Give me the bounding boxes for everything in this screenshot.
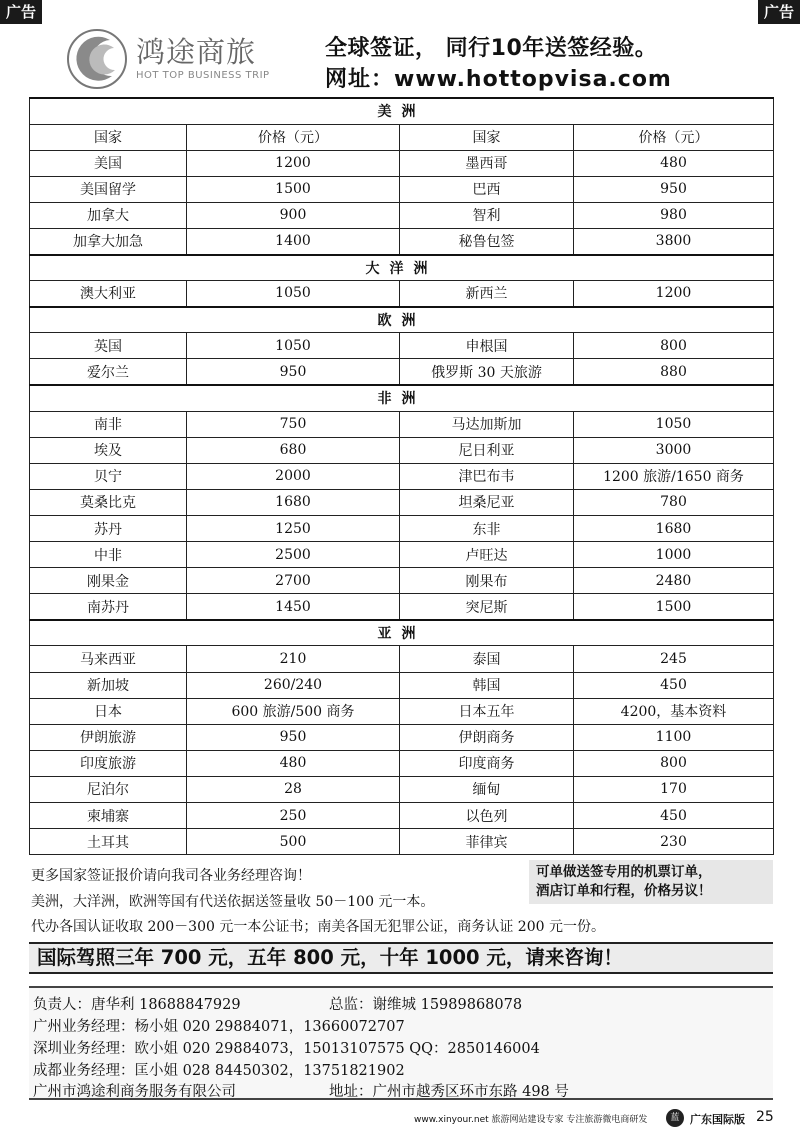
table-row: [30, 437, 774, 463]
country-cell: 新加坡: [30, 672, 187, 698]
price-cell: 1500: [187, 176, 400, 202]
price-cell: 480: [574, 150, 774, 176]
ticket-box-line-1: 可单做送签专用的机票订单，: [536, 864, 712, 880]
price-cell: 1050: [187, 281, 400, 307]
price-cell: 3000: [574, 437, 774, 463]
country-cell: 津巴布韦: [400, 463, 574, 489]
price-cell: 245: [574, 646, 774, 672]
country-cell: 智利: [400, 202, 574, 228]
brand-name-en: HOT TOP BUSINESS TRIP: [136, 70, 270, 81]
country-cell: 秘鲁包签: [400, 228, 574, 254]
country-cell: 爱尔兰: [30, 359, 187, 385]
table-header-row: [30, 124, 774, 150]
country-cell: 伊朗旅游: [30, 724, 187, 750]
table-row: [30, 516, 774, 542]
contact-panel: [29, 986, 773, 1100]
price-cell: 880: [574, 359, 774, 385]
country-cell: 巴西: [400, 176, 574, 202]
region-row: [30, 385, 774, 411]
country-cell: 埃及: [30, 437, 187, 463]
visa-price-table: [29, 97, 774, 855]
country-cell: 缅甸: [400, 776, 574, 802]
note-delivery-fee: 美洲，大洋洲，欧洲等国有代送依据送签量收 50－100 元一本。: [31, 894, 435, 910]
country-cell: 莫桑比克: [30, 489, 187, 515]
region-title: 大洋洲: [30, 255, 774, 281]
swirl-logo-icon: [66, 28, 128, 90]
table-row: [30, 411, 774, 437]
page-number: 25: [756, 1109, 774, 1125]
ad-label-left: 广告: [0, 0, 42, 24]
price-cell: 800: [574, 750, 774, 776]
country-cell: 日本: [30, 698, 187, 724]
country-cell: 韩国: [400, 672, 574, 698]
price-cell: 28: [187, 776, 400, 802]
price-cell: 2500: [187, 542, 400, 568]
table-row: [30, 568, 774, 594]
column-header: 国家: [30, 124, 187, 150]
country-cell: 土耳其: [30, 829, 187, 855]
table-row: [30, 672, 774, 698]
table-row: [30, 776, 774, 802]
country-cell: 马来西亚: [30, 646, 187, 672]
column-header: 价格（元）: [187, 124, 400, 150]
country-cell: 印度商务: [400, 750, 574, 776]
note-more-countries: 更多国家签证报价请向我司各业务经理咨询！: [31, 868, 311, 884]
region-row: [30, 307, 774, 333]
price-cell: 600 旅游/500 商务: [187, 698, 400, 724]
table-row: [30, 542, 774, 568]
price-cell: 1050: [187, 333, 400, 359]
country-cell: 南苏丹: [30, 594, 187, 620]
country-cell: 美国: [30, 150, 187, 176]
price-cell: 900: [187, 202, 400, 228]
price-cell: 230: [574, 829, 774, 855]
footer-site-text: www.xinyour.net 旅游网站建设专家 专注旅游微电商研发: [414, 1115, 648, 1125]
website-line[interactable]: 网址：www.hottopvisa.com: [325, 67, 672, 92]
price-cell: 4200，基本资料: [574, 698, 774, 724]
country-cell: 加拿大加急: [30, 228, 187, 254]
ticket-hotel-box: [529, 860, 773, 904]
table-row: [30, 646, 774, 672]
region-row: [30, 98, 774, 124]
price-cell: 780: [574, 489, 774, 515]
price-cell: 450: [574, 672, 774, 698]
region-title: 欧洲: [30, 307, 774, 333]
table-row: [30, 463, 774, 489]
price-cell: 3800: [574, 228, 774, 254]
table-row: [30, 176, 774, 202]
country-cell: 贝宁: [30, 463, 187, 489]
country-cell: 澳大利亚: [30, 281, 187, 307]
country-cell: 美国留学: [30, 176, 187, 202]
country-cell: 俄罗斯 30 天旅游: [400, 359, 574, 385]
price-cell: 1050: [574, 411, 774, 437]
price-cell: 1450: [187, 594, 400, 620]
price-cell: 680: [187, 437, 400, 463]
country-cell: 尼泊尔: [30, 776, 187, 802]
country-cell: 泰国: [400, 646, 574, 672]
price-cell: 1200 旅游/1650 商务: [574, 463, 774, 489]
price-cell: 1200: [187, 150, 400, 176]
price-cell: 1000: [574, 542, 774, 568]
country-cell: 坦桑尼亚: [400, 489, 574, 515]
country-cell: 申根国: [400, 333, 574, 359]
price-cell: 1100: [574, 724, 774, 750]
contact-company: 广州市鸿途利商务服务有限公司: [33, 1084, 236, 1100]
table-row: [30, 829, 774, 855]
price-cell: 1200: [574, 281, 774, 307]
price-cell: 250: [187, 803, 400, 829]
country-cell: 以色列: [400, 803, 574, 829]
price-cell: 950: [187, 359, 400, 385]
table-row: [30, 333, 774, 359]
price-cell: 1500: [574, 594, 774, 620]
country-cell: 菲律宾: [400, 829, 574, 855]
table-row: [30, 359, 774, 385]
contact-guangzhou: 广州业务经理：杨小姐 020 29884071，13660072707: [33, 1019, 405, 1035]
table-row: [30, 698, 774, 724]
table-row: [30, 724, 774, 750]
country-cell: 尼日利亚: [400, 437, 574, 463]
region-title: 亚洲: [30, 620, 774, 646]
price-cell: 980: [574, 202, 774, 228]
price-cell: 950: [187, 724, 400, 750]
ticket-box-line-2: 酒店订单和行程，价格另议！: [536, 883, 712, 899]
price-cell: 480: [187, 750, 400, 776]
price-cell: 800: [574, 333, 774, 359]
contact-chengdu: 成都业务经理：匡小姐 028 84450302，13751821902: [33, 1063, 405, 1079]
table-row: [30, 750, 774, 776]
price-cell: 450: [574, 803, 774, 829]
country-cell: 突尼斯: [400, 594, 574, 620]
footer-edition: 广东国际版: [690, 1113, 745, 1126]
country-cell: 柬埔寨: [30, 803, 187, 829]
note-certification-fee: 代办各国认证收取 200－300 元一本公证书；南美各国无犯罪公证，商务认证 200 元一份。: [31, 919, 605, 935]
brand-logo: [66, 28, 298, 92]
table-row: [30, 228, 774, 254]
country-cell: 马达加斯加: [400, 411, 574, 437]
price-cell: 950: [574, 176, 774, 202]
footer-badge-icon: 蓝: [666, 1109, 684, 1127]
table-row: [30, 202, 774, 228]
table-row: [30, 281, 774, 307]
price-cell: 2700: [187, 568, 400, 594]
price-cell: 1680: [574, 516, 774, 542]
country-cell: 新西兰: [400, 281, 574, 307]
price-cell: 2000: [187, 463, 400, 489]
country-cell: 卢旺达: [400, 542, 574, 568]
country-cell: 墨西哥: [400, 150, 574, 176]
contact-shenzhen: 深圳业务经理：欧小姐 020 29884073，15013107575 QQ：2850146004: [33, 1041, 540, 1057]
contact-director: 总监：谢维城 15989868078: [329, 997, 523, 1013]
country-cell: 日本五年: [400, 698, 574, 724]
country-cell: 英国: [30, 333, 187, 359]
country-cell: 伊朗商务: [400, 724, 574, 750]
contact-address: 地址：广州市越秀区环市东路 498 号: [329, 1084, 569, 1100]
country-cell: 印度旅游: [30, 750, 187, 776]
region-title: 非洲: [30, 385, 774, 411]
headline: 全球签证， 同行10年送签经验。: [325, 36, 658, 61]
country-cell: 刚果金: [30, 568, 187, 594]
ad-label-right: 广告: [758, 0, 800, 24]
table-row: [30, 803, 774, 829]
price-cell: 2480: [574, 568, 774, 594]
price-cell: 260/240: [187, 672, 400, 698]
country-cell: 南非: [30, 411, 187, 437]
price-cell: 1400: [187, 228, 400, 254]
table-row: [30, 594, 774, 620]
contact-manager: 负责人：唐华利 18688847929: [33, 997, 241, 1013]
table-row: [30, 150, 774, 176]
price-cell: 1680: [187, 489, 400, 515]
region-row: [30, 255, 774, 281]
price-cell: 750: [187, 411, 400, 437]
column-header: 价格（元）: [574, 124, 774, 150]
region-row: [30, 620, 774, 646]
country-cell: 加拿大: [30, 202, 187, 228]
column-header: 国家: [400, 124, 574, 150]
price-cell: 170: [574, 776, 774, 802]
country-cell: 中非: [30, 542, 187, 568]
table-row: [30, 489, 774, 515]
country-cell: 东非: [400, 516, 574, 542]
country-cell: 刚果布: [400, 568, 574, 594]
price-cell: 1250: [187, 516, 400, 542]
country-cell: 苏丹: [30, 516, 187, 542]
brand-name-cn: 鸿途商旅: [136, 35, 257, 69]
price-cell: 210: [187, 646, 400, 672]
region-title: 美洲: [30, 98, 774, 124]
driving-license-banner: 国际驾照三年 700 元，五年 800 元，十年 1000 元，请来咨询！: [29, 942, 773, 974]
price-cell: 500: [187, 829, 400, 855]
